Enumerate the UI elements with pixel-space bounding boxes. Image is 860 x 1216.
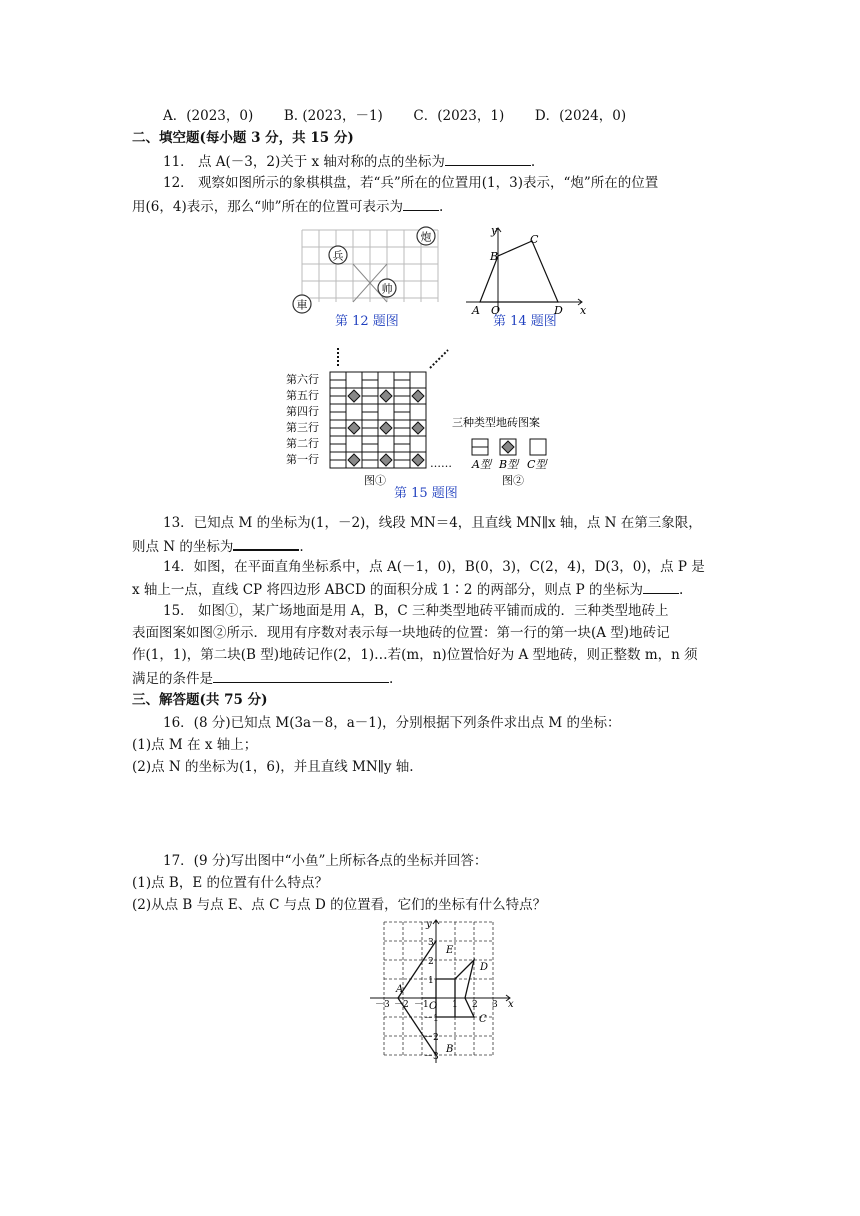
svg-text:車: 車 — [296, 298, 308, 312]
fig15-caption: 第 15 题图 — [394, 486, 458, 501]
svg-text:A: A — [472, 304, 480, 317]
q15-line3: 作(1，1)，第二块(B 型)地砖记作(2，1)…若(m，n)位置恰好为 A 型地砖，则正整数 m，n 须 — [132, 647, 698, 663]
figure-12-chessboard — [290, 222, 450, 322]
type-b-label: B型 — [499, 458, 519, 471]
piece-shuai — [378, 279, 396, 297]
fig1-label: 图① — [364, 474, 386, 487]
q14-line1: 14．如图，在平面直角坐标系中，点 A(－1，0)，B(0，3)，C(2，4)，D(3，0)，点 P 是 — [163, 559, 705, 575]
svg-text:帅: 帅 — [381, 282, 393, 296]
section3-title: 三、解答题(共 75 分) — [132, 692, 268, 708]
svg-text:炮: 炮 — [420, 230, 432, 244]
section2-title: 二、填空题(每小题 3 分，共 15 分) — [132, 130, 354, 146]
piece-ju — [293, 295, 311, 313]
svg-text:3: 3 — [492, 1000, 498, 1010]
svg-text:B: B — [490, 250, 499, 263]
q12-line2 — [132, 196, 443, 217]
svg-text:A: A — [396, 984, 404, 995]
q11 — [163, 151, 535, 172]
choice-c: C．(2023，1) — [413, 108, 505, 124]
row-label: 第五行 — [286, 389, 319, 402]
svg-text:－1: －1 — [424, 1014, 439, 1024]
q12-end: . — [439, 199, 444, 215]
type-a-label: A型 — [472, 458, 491, 471]
svg-text:C: C — [479, 1014, 487, 1025]
q13-text: 则点 N 的坐标为 — [132, 539, 234, 555]
row-label: 第一行 — [286, 453, 319, 466]
q15-line2: 表面图案如图②所示．现用有序数对表示每一块地砖的位置：第一行的第一块(A 型)地砖记 — [132, 625, 670, 641]
figure-17-fish — [362, 918, 522, 1064]
svg-text:x: x — [508, 999, 514, 1010]
type-c-label: C型 — [527, 458, 547, 471]
figure-14-quadrilateral — [458, 222, 594, 320]
answer-blank[interactable] — [403, 196, 439, 211]
answer-blank[interactable] — [213, 668, 389, 683]
fig14-caption: 第 14 题图 — [493, 314, 557, 329]
svg-text:y: y — [426, 919, 432, 930]
svg-text:3: 3 — [428, 938, 434, 948]
figure-15-tiles — [282, 344, 582, 494]
q12-text: 用(6，4)表示，那么“帅”所在的位置可表示为 — [132, 199, 404, 215]
svg-text:B: B — [446, 1044, 454, 1055]
svg-text:－3: －3 — [424, 1052, 439, 1062]
piece-bing — [329, 246, 347, 264]
legend-title: 三种类型地砖图案 — [452, 416, 540, 429]
svg-text:D: D — [554, 304, 563, 317]
q13-end: . — [299, 539, 304, 555]
q15-line1: 15． 如图①，某广场地面是用 A，B，C 三种类型地砖平铺而成的．三种类型地砖上 — [163, 603, 669, 619]
q11-text: 11． 点 A(－3，2)关于 x 轴对称的点的坐标为 — [163, 154, 445, 170]
q14-end: . — [678, 582, 684, 598]
svg-text:2: 2 — [428, 957, 434, 967]
answer-blank[interactable] — [643, 579, 679, 594]
choice-d: D．(2024，0) — [534, 108, 627, 124]
svg-text:1: 1 — [452, 1000, 458, 1010]
q15-text: 满足的条件是 — [132, 671, 213, 687]
svg-text:－2: －2 — [394, 1000, 409, 1010]
svg-text:－1: －1 — [414, 1000, 429, 1010]
svg-text:y: y — [491, 224, 498, 237]
svg-text:－2: －2 — [424, 1033, 439, 1043]
q16-line3: (2)点 N 的坐标为(1，6)，并且直线 MN∥y 轴. — [132, 759, 414, 775]
q17-line2: (1)点 B，E 的位置有什么特点？ — [132, 875, 328, 891]
svg-text:2: 2 — [472, 1000, 478, 1010]
q15-end: . — [389, 671, 394, 687]
q16-line2: (1)点 M 在 x 轴上； — [132, 737, 258, 753]
continuation-dots: …… — [430, 457, 452, 470]
q11-end: . — [530, 154, 536, 170]
svg-text:C: C — [530, 233, 539, 246]
q17-line3: (2)从点 B 与点 E、点 C 与点 D 的位置看，它们的坐标有什么特点？ — [132, 897, 547, 913]
row-label: 第二行 — [286, 437, 319, 450]
svg-text:O: O — [429, 1001, 438, 1012]
svg-text:1: 1 — [428, 976, 434, 986]
choice-b: B. (2023，－1) — [283, 108, 383, 124]
svg-text:兵: 兵 — [332, 249, 344, 263]
svg-text:E: E — [446, 945, 454, 956]
q12-line1: 12． 观察如图所示的象棋棋盘，若“兵”所在的位置用(1，3)表示，“炮”所在的位置 — [163, 175, 659, 191]
q13-line1: 13．已知点 M 的坐标为(1，－2)，线段 MN＝4，且直线 MN∥x 轴，点 N 在第三象限， — [163, 515, 702, 531]
answer-blank[interactable] — [445, 151, 531, 166]
q17-line1: 17．(9 分)写出图中“小鱼”上所标各点的坐标并回答： — [163, 853, 488, 869]
choices-line — [163, 106, 626, 126]
q14-line2 — [132, 579, 683, 600]
q14-text: x 轴上一点，直线 CP 将四边形 ABCD 的面积分成 1∶2 的两部分，则点 P 的坐标为 — [132, 582, 643, 598]
q15-line4 — [132, 668, 393, 689]
row-label: 第三行 — [286, 421, 319, 434]
row-label: 第六行 — [286, 373, 319, 386]
answer-blank[interactable] — [233, 535, 299, 551]
svg-text:x: x — [580, 304, 587, 317]
choice-a: A．(2023，0) — [163, 108, 254, 124]
q16-line1: 16．(8 分)已知点 M(3a－8，a－1)，分别根据下列条件求出点 M 的坐标： — [163, 715, 621, 731]
q13-line2 — [132, 535, 304, 557]
svg-text:O: O — [491, 304, 501, 317]
fig12-caption: 第 12 题图 — [335, 314, 399, 329]
svg-text:－3: －3 — [375, 1000, 390, 1010]
svg-text:D: D — [480, 962, 489, 973]
row-label: 第四行 — [286, 405, 319, 418]
piece-pao — [417, 227, 435, 245]
fig2-label: 图② — [502, 474, 524, 487]
